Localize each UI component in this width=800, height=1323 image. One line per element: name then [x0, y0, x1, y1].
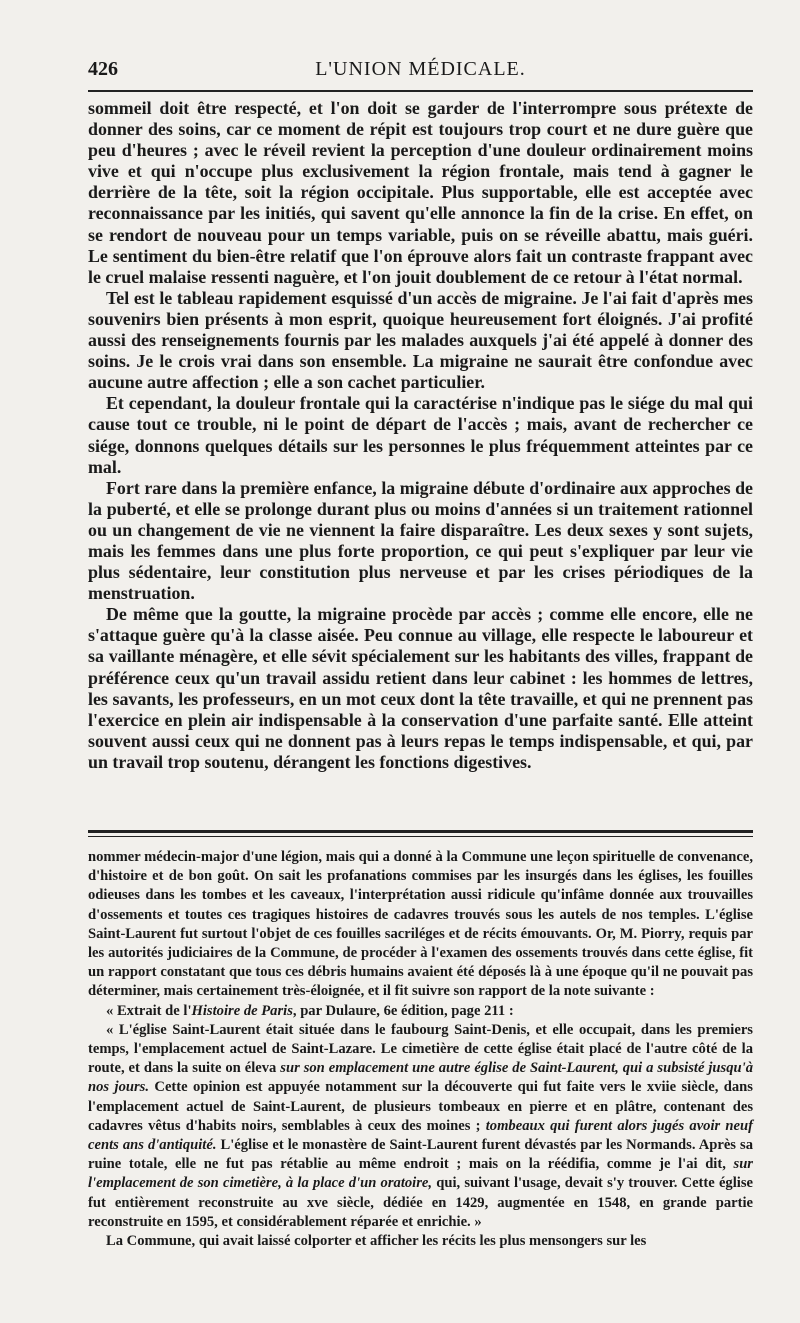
- footnote-italic: sur l'emplacement de son cimetière, à la place d'un oratoire,: [88, 1156, 753, 1192]
- footnote-paragraph: [88, 1002, 753, 1021]
- footnote-separator-thin: [88, 836, 753, 837]
- paragraph: Tel est le tableau rapidement esquissé d'un accès de migraine. Je l'ai fait d'après mes souvenirs bien présents à mon esprit, quoique heureusement fort éloignés. J'ai profité aussi des renseignements fournis par les malades auxquels j'ai été appelé à donner des soins. Je le crois vrai dans son ensemble. La migraine ne saurait être confondue avec aucune autre affection ; elle a son cachet particulier.: [88, 287, 753, 393]
- page-number: 426: [88, 58, 118, 80]
- footnote-paragraph: nommer médecin-major d'une légion, mais qui a donné à la Commune une leçon spirituelle de convenance, d'histoire et de bon goût. On sait les profanations commises par les insurgés dans les églises, les fouilles odieuses dans les tombes et les caveaux, l'interprétation aussi ridicule qu'infâme donnée aux trouvailles d'ossements et toutes ces tragiques histoires de cadavres trouvés sous les autels de nos temples. L'église Saint-Laurent fut surtout l'objet de ces fouilles sacriléges et de récits émouvants. Or, M. Piorry, requis par les autorités judiciaires de la Commune, de procéder à l'examen des ossements trouvés dans cette église, fit un rapport constatant que tous ces débris humains avaient été déposés là à une époque qu'il ne pouvait pas déterminer, mais certainement très-éloignée, et il fit suivre son rapport de la note suivante :: [88, 849, 753, 1000]
- footnote-span: « Extrait de l': [106, 1002, 192, 1019]
- paragraph: sommeil doit être respecté, et l'on doit se garder de l'interrompre sous prétexte de donner des soins, car ce moment de répit est toujours trop court et ne dure guère que peu d'heures ; avec le réveil revient la perception d'une douleur ordinairement moins vive et qui n'occupe plus exclusivement la région frontale, mais tend à gagner le derrière de la tête, soit la région occipitale. Plus supportable, elle est acceptée avec reconnaissance par les initiés, qui savent qu'elle annonce la fin de la crise. En effet, on se rendort de nouveau pour un temps variable, puis on se réveille abattu, mais guéri. Le sentiment du bien-être relatif que l'on éprouve alors fait un contraste frappant avec le cruel malaise ressenti naguère, et l'on jouit doublement de ce retour à l'état normal.: [88, 98, 753, 287]
- footnote-span: qui, suivant l'usage, devait s'y trouver. Cette église fut entièrement reconstruite au xve siècle, dédiée en 1429, augmentée en 1548, en grande partie reconstruite en 1595, et considérablement réparée et enrichie. »: [88, 1175, 753, 1230]
- paragraph: Et cependant, la douleur frontale qui la caractérise n'indique pas le siége du mal qui cause tout ce trouble, ni le point de départ de l'accès ; mais, avant de rechercher ce siége, donnons quelques détails sur les personnes le plus fréquemment atteintes par ce mal.: [88, 393, 753, 477]
- paragraph: De même que la goutte, la migraine procède par accès ; comme elle encore, elle ne s'attaque guère qu'à la classe aisée. Peu connue au village, elle respecte le laboureur et sa vaillante ménagère, et elle sévit spécialement sur les habitants des villes, frappant de préférence ceux qu'un travail assidu retient dans leur cabinet : les hommes de lettres, les savants, les professeurs, en un mot ceux dont la tête travaille, et qui ne prennent pas l'exercice en plein air indispensable à la conservation d'une parfaite santé. Elle atteint souvent aussi ceux qui ne donnent pas à leurs repas le temps indispensable, et qui, par un travail trop soutenu, dérangent les fonctions digestives.: [88, 604, 753, 772]
- footnote-span: L'église et le monastère de Saint-Laurent furent dévastés par les Normands. Après sa ruine totale, elle ne fut pas rétablie au même endroit ; mais on la réédifia, comme je l'ai dit,: [88, 1137, 753, 1173]
- footnote-italic: sur son emplacement une autre église de Saint-Laurent, qui a subsisté jusqu'à nos jours.: [88, 1060, 753, 1096]
- footnote-text: [88, 848, 753, 1251]
- footnote-span: , par Dulaure, 6e édition, page 211 :: [292, 1002, 514, 1019]
- footnote-span: « L'église Saint-Laurent était située dans le faubourg Saint-Denis, et elle occupait, dans les premiers temps, l'emplacement actuel de Saint-Lazare. Le cimetière de cette église était placé de l'autre côté de la route, et dans la suite on éleva: [88, 1021, 753, 1077]
- footnote-separator: [88, 830, 753, 833]
- footnote-paragraph: [88, 1021, 753, 1232]
- main-text: [88, 98, 753, 773]
- footnote-italic: tombeaux qui furent alors jugés avoir neuf cents ans d'antiquité.: [88, 1117, 753, 1154]
- paragraph: Fort rare dans la première enfance, la migraine débute d'ordinaire aux approches de la puberté, et elle se prolonge durant plus ou moins d'années si un traitement rationnel ou un changement de vie ne viennent la faire disparaître. Les deux sexes y sont sujets, mais les femmes dans une plus forte proportion, ce qui peut s'expliquer par leur vie plus sédentaire, leur constitution plus nerveuse et par les crises périodiques de la menstruation.: [88, 477, 753, 604]
- journal-title: L'UNION MÉDICALE.: [315, 58, 526, 80]
- header-rule: [88, 90, 753, 92]
- footnote-italic: Histoire de Paris: [191, 1002, 293, 1019]
- page-header: [88, 54, 753, 82]
- footnote-span: Cette opinion est appuyée notamment sur la découverte qui fut faite vers le xviie siècle, dans l'emplacement actuel de Saint-Laurent, de plusieurs tombeaux en pierre et en plâtre, contenant des cadavres vêtus d'habits noirs, semblables à ceux des moines ;: [88, 1079, 753, 1134]
- footnote-paragraph: La Commune, qui avait laissé colporter et afficher les récits les plus mensongers sur les: [106, 1233, 647, 1250]
